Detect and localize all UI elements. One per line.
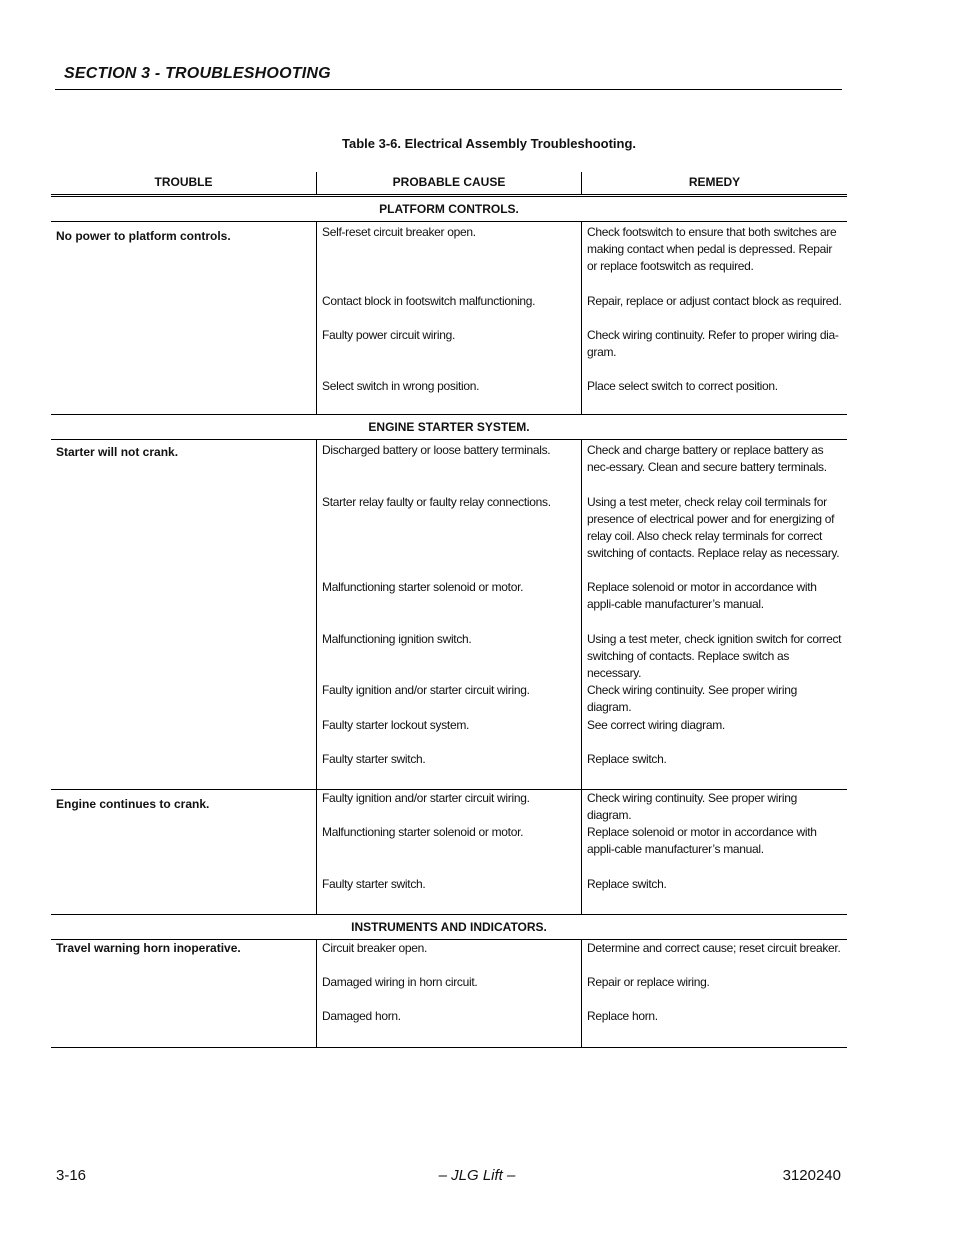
table-row <box>51 790 847 915</box>
cause-cell <box>316 790 581 914</box>
cause-item: Discharged battery or loose battery terminals. <box>322 443 551 457</box>
cause-cell <box>316 222 581 414</box>
remedy-item: Replace horn. <box>587 1009 658 1023</box>
remedy-item: Repair or replace wiring. <box>587 975 710 989</box>
trouble-cell: Starter will not crank. <box>56 445 179 459</box>
table-row <box>51 222 847 415</box>
column-header-trouble: TROUBLE <box>154 175 213 189</box>
cause-item: Faulty ignition and/or starter circuit wiring. <box>322 683 530 697</box>
cause-item: Circuit breaker open. <box>322 941 428 955</box>
remedy-cell <box>581 440 847 789</box>
table-row <box>51 440 847 790</box>
cause-item: Faulty power circuit wiring. <box>322 328 455 342</box>
table-row <box>51 940 847 1048</box>
remedy-item: Check wiring continuity. See proper wiring diagram. <box>587 683 797 714</box>
remedy-item: Using a test meter, check ignition switch for correct switching of contacts. Replace switch as necessary. <box>587 632 842 680</box>
cause-cell <box>316 940 581 1047</box>
cause-cell <box>316 440 581 789</box>
cause-item: Damaged wiring in horn circuit. <box>322 975 478 989</box>
trouble-cell: Engine continues to crank. <box>56 797 210 811</box>
cause-item: Faulty starter switch. <box>322 752 426 766</box>
remedy-item: See correct wiring diagram. <box>587 718 725 732</box>
cause-item: Select switch in wrong position. <box>322 379 480 393</box>
remedy-item: Check and charge battery or replace battery as nec-essary. Clean and secure battery terminals. <box>587 443 827 474</box>
remedy-item: Place select switch to correct position. <box>587 379 778 393</box>
remedy-item: Replace solenoid or motor in accordance with appli-cable manufacturer’s manual. <box>587 580 817 611</box>
remedy-cell <box>581 790 847 914</box>
cause-item: Starter relay faulty or faulty relay connections. <box>322 495 551 509</box>
column-header-cause: PROBABLE CAUSE <box>316 172 581 194</box>
category-engine-starter-system: ENGINE STARTER SYSTEM. <box>51 415 847 440</box>
remedy-item: Check wiring continuity. Refer to proper wiring dia-gram. <box>587 328 839 359</box>
remedy-item: Check footswitch to ensure that both switches are making contact when pedal is depressed. Repair or replace footswitch as required. <box>587 225 837 273</box>
cause-item: Faulty starter switch. <box>322 877 426 891</box>
cause-item: Faulty ignition and/or starter circuit wiring. <box>322 791 530 805</box>
category-platform-controls: PLATFORM CONTROLS. <box>51 197 847 222</box>
troubleshooting-table <box>51 172 847 1048</box>
cause-item: Malfunctioning ignition switch. <box>322 632 472 646</box>
cause-item: Self-reset circuit breaker open. <box>322 225 476 239</box>
cause-item: Faulty starter lockout system. <box>322 718 470 732</box>
remedy-item: Replace switch. <box>587 752 667 766</box>
remedy-item: Using a test meter, check relay coil terminals for presence of electrical power and for energizing of relay coil. Also check relay terminals for correct switching of contacts. Replace relay as necessary. <box>587 495 840 560</box>
table-header <box>51 172 847 197</box>
remedy-cell <box>581 940 847 1047</box>
footer-doc-number: 3120240 <box>782 1167 841 1184</box>
trouble-cell: Travel warning horn inoperative. <box>56 941 241 955</box>
cause-item: Malfunctioning starter solenoid or motor. <box>322 580 524 594</box>
remedy-item: Replace solenoid or motor in accordance with appli-cable manufacturer’s manual. <box>587 825 817 856</box>
remedy-item: Check wiring continuity. See proper wiring diagram. <box>587 791 797 822</box>
trouble-cell: No power to platform controls. <box>56 229 231 243</box>
remedy-cell <box>581 222 847 414</box>
column-header-remedy: REMEDY <box>581 172 847 194</box>
cause-item: Contact block in footswitch malfunctioning. <box>322 294 536 308</box>
footer-page-number: 3-16 <box>56 1167 87 1184</box>
category-instruments-and-indicators: INSTRUMENTS AND INDICATORS. <box>51 915 847 940</box>
cause-item: Malfunctioning starter solenoid or motor. <box>322 825 524 839</box>
table-caption: Table 3-6. Electrical Assembly Troubleshooting. <box>341 136 637 151</box>
cause-item: Damaged horn. <box>322 1009 401 1023</box>
footer-publisher: – JLG Lift – <box>438 1167 516 1184</box>
header-rule <box>55 89 842 90</box>
section-header: SECTION 3 - TROUBLESHOOTING <box>64 65 331 82</box>
remedy-item: Repair, replace or adjust contact block as required. <box>587 294 842 308</box>
remedy-item: Replace switch. <box>587 877 667 891</box>
remedy-item: Determine and correct cause; reset circuit breaker. <box>587 941 841 955</box>
